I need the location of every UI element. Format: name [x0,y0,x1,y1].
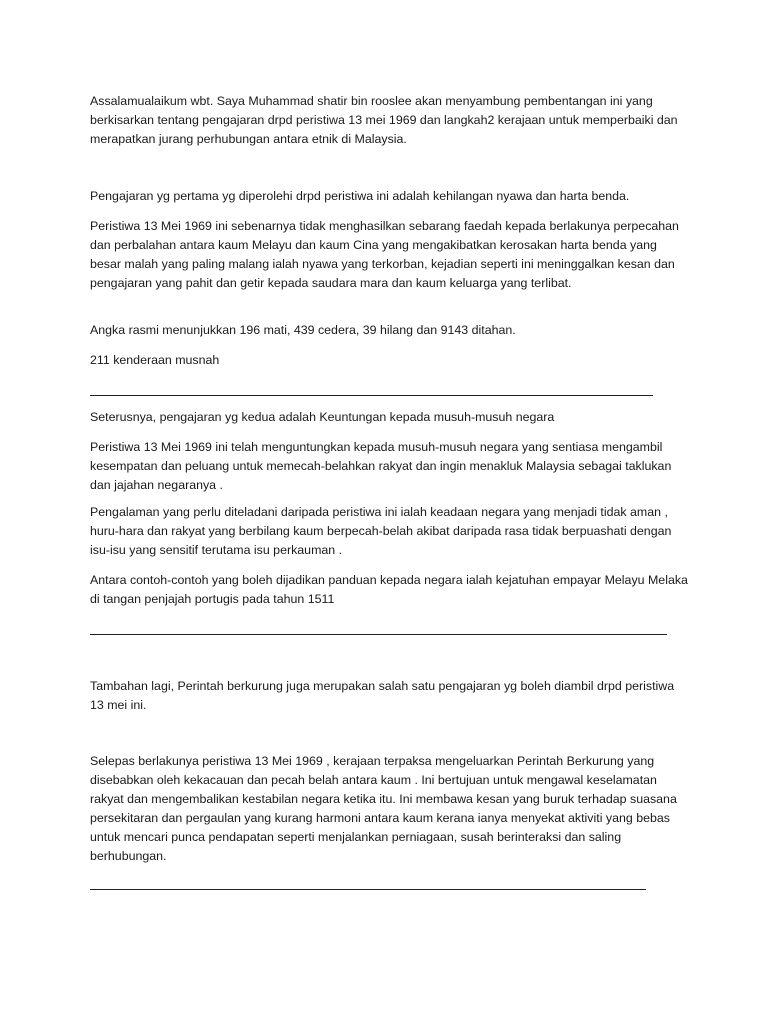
separator-line-2 [90,634,667,635]
separator-line-1 [90,395,653,396]
paragraph-casualty-figures: Angka rasmi menunjukkan 196 mati, 439 cedera, 39 hilang dan 9143 ditahan. [90,323,516,337]
paragraph-experience: Pengalaman yang perlu diteladani daripada peristiwa ini ialah keadaan negara yang menjadi tidak aman , huru-hara dan rakyat yang berbilang kaum berpecah-belah akibat daripada rasa tidak berpuashati dengan isu-isu yang sensitif terutama isu perkauman . [90,505,672,557]
paragraph-lesson-one-body: Peristiwa 13 Mei 1969 ini sebenarnya tidak menghasilkan sebarang faedah kepada berlakunya perpecahan dan perbalahan antara kaum Melayu dan kaum Cina yang mengakibatkan kerosakan harta benda yang besar malah yang paling malang ialah nyawa yang terkorban, kejadian seperti ini meninggalkan kesan dan pengajaran yang pahit dan getir kepada saudara mara dan kaum keluarga yang terlibat. [90,219,679,290]
paragraph-lesson-one-heading: Pengajaran yg pertama yg diperolehi drpd peristiwa ini adalah kehilangan nyawa dan harta benda. [90,189,630,203]
separator-line-3 [90,889,646,890]
paragraph-intro: Assalamualaikum wbt. Saya Muhammad shatir bin rooslee akan menyambung pembentangan ini yang berkisarkan tentang pengajaran drpd peristiwa 13 mei 1969 dan langkah2 kerajaan untuk memperbaiki dan merapatkan jurang perhubungan antara etnik di Malaysia. [90,94,678,146]
paragraph-example-melaka: Antara contoh-contoh yang boleh dijadikan panduan kepada negara ialah kejatuhan empayar Melayu Melaka di tangan penjajah portugis pada tahun 1511 [90,573,688,606]
paragraph-lesson-two-body: Peristiwa 13 Mei 1969 ini telah menguntungkan kepada musuh-musuh negara yang sentiasa mengambil kesempatan dan peluang untuk memecah-belahkan rakyat dan ingin menakluk Malaysia sebagai taklukan dan jajahan negaranya . [90,440,672,492]
paragraph-vehicles-destroyed: 211 kenderaan musnah [90,353,220,367]
paragraph-lesson-two-heading: Seterusnya, pengajaran yg kedua adalah Keuntungan kepada musuh-musuh negara [90,410,555,424]
paragraph-curfew-body: Selepas berlakunya peristiwa 13 Mei 1969 , kerajaan terpaksa mengeluarkan Perintah Berkurung yang disebabkan oleh kekacauan dan pecah belah antara kaum . Ini bertujuan untuk mengawal keselamatan rakyat dan mengembalikan kestabilan negara ketika itu. Ini membawa kesan yang buruk terhadap suasana persekitaran dan pergaulan yang kurang harmoni antara kaum kerana ianya menyekat aktiviti yang bebas untuk mencari punca pendapatan seperti menjalankan perniagaan, susah berinteraksi dan saling berhubungan. [90,754,677,863]
paragraph-curfew-heading: Tambahan lagi, Perintah berkurung juga merupakan salah satu pengajaran yg boleh diambil drpd peristiwa 13 mei ini. [90,679,675,712]
